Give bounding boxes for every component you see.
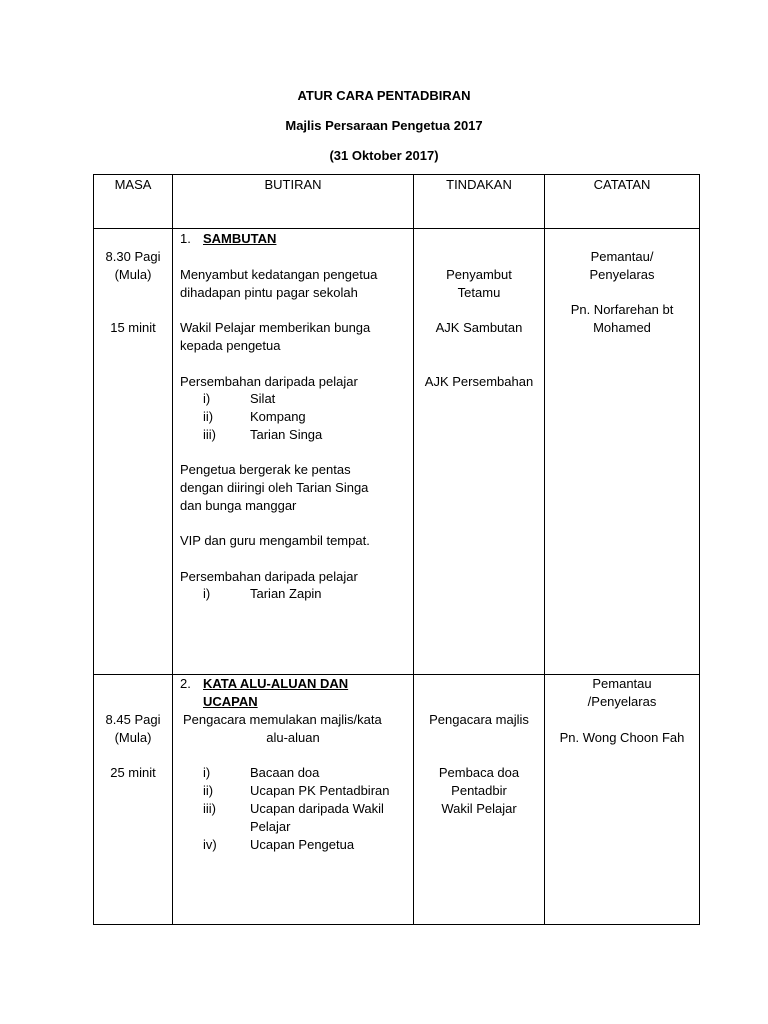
sub-text: Tarian Zapin	[250, 586, 322, 601]
item-text: VIP dan guru mengambil tempat.	[180, 533, 370, 548]
section-number: 2.	[180, 676, 191, 691]
tindakan-text: AJK Persembahan	[424, 374, 534, 389]
item-text: alu-aluan	[266, 730, 320, 745]
sub-text: Ucapan PK Pentadbiran	[250, 783, 390, 798]
sub-number: ii)	[203, 783, 214, 798]
sub-number: i)	[203, 391, 211, 406]
sub-text: Pelajar	[250, 819, 291, 834]
time-note: (Mula)	[114, 730, 152, 745]
tindakan-cell	[414, 675, 545, 925]
time-duration: 15 minit	[110, 320, 156, 335]
catatan-text: Pn. Norfarehan bt	[570, 302, 674, 317]
catatan-cell	[545, 229, 700, 675]
sub-text: Kompang	[250, 409, 306, 424]
sub-number: iii)	[203, 801, 216, 816]
tindakan-text: AJK Sambutan	[435, 320, 523, 335]
item-text: dengan diiringi oleh Tarian Singa	[180, 480, 369, 495]
butiran-cell	[173, 675, 414, 925]
tindakan-text: Penyambut	[446, 267, 512, 282]
tindakan-text: Pembaca doa	[438, 765, 520, 780]
sub-number: iv)	[203, 837, 217, 852]
sub-text: Ucapan daripada Wakil	[250, 801, 384, 816]
sub-number: iii)	[203, 427, 216, 442]
header-masa: MASA	[94, 175, 173, 229]
sub-number: i)	[203, 586, 211, 601]
sub-text: Tarian Singa	[250, 427, 323, 442]
tindakan-text: Pengacara majlis	[429, 712, 529, 727]
tindakan-text: Tetamu	[457, 285, 501, 300]
item-text: dan bunga manggar	[180, 498, 297, 513]
document-subtitle: Majlis Persaraan Pengetua 2017	[285, 118, 483, 133]
section-number: 1.	[180, 231, 191, 246]
header-tindakan: TINDAKAN	[414, 175, 545, 229]
catatan-text: Mohamed	[593, 320, 651, 335]
sub-text: Bacaan doa	[250, 765, 320, 780]
sub-number: i)	[203, 765, 211, 780]
table-row	[94, 675, 700, 925]
section-title: KATA ALU-ALUAN DAN	[203, 676, 349, 691]
tindakan-text: Pentadbir	[451, 783, 507, 798]
masa-cell	[94, 675, 173, 925]
catatan-text: /Penyelaras	[587, 694, 657, 709]
tindakan-cell	[414, 229, 545, 675]
tindakan-text: Wakil Pelajar	[441, 801, 517, 816]
butiran-cell	[173, 229, 414, 675]
table-header-row	[94, 175, 700, 229]
time-note: (Mula)	[114, 267, 152, 282]
header-catatan: CATATAN	[545, 175, 700, 229]
item-text: Pengetua bergerak ke pentas	[180, 462, 351, 477]
masa-cell	[94, 229, 173, 675]
sub-text: Ucapan Pengetua	[250, 837, 355, 852]
section-title: SAMBUTAN	[203, 231, 277, 246]
catatan-text: Pn. Wong Choon Fah	[559, 730, 685, 745]
item-text: dihadapan pintu pagar sekolah	[180, 285, 358, 300]
catatan-text: Pemantau/	[590, 249, 654, 264]
table-row	[94, 229, 700, 675]
document-date: (31 Oktober 2017)	[329, 148, 439, 163]
sub-number: ii)	[203, 409, 214, 424]
document-title: ATUR CARA PENTADBIRAN	[297, 88, 471, 103]
catatan-text: Penyelaras	[589, 267, 655, 282]
catatan-text: Pemantau	[592, 676, 652, 691]
item-text: Wakil Pelajar memberikan bunga	[180, 320, 371, 335]
agenda-table	[93, 174, 700, 925]
section-title: UCAPAN	[203, 694, 258, 709]
header-butiran: BUTIRAN	[173, 175, 414, 229]
time-duration: 25 minit	[110, 765, 156, 780]
item-text: kepada pengetua	[180, 338, 281, 353]
item-text: Pengacara memulakan majlis/kata	[183, 712, 382, 727]
item-text: Menyambut kedatangan pengetua	[180, 267, 378, 282]
catatan-cell	[545, 675, 700, 925]
time-start: 8.30 Pagi	[105, 249, 161, 264]
item-text: Persembahan daripada pelajar	[180, 569, 358, 584]
time-start: 8.45 Pagi	[105, 712, 161, 727]
sub-text: Silat	[250, 391, 276, 406]
item-text: Persembahan daripada pelajar	[180, 374, 358, 389]
